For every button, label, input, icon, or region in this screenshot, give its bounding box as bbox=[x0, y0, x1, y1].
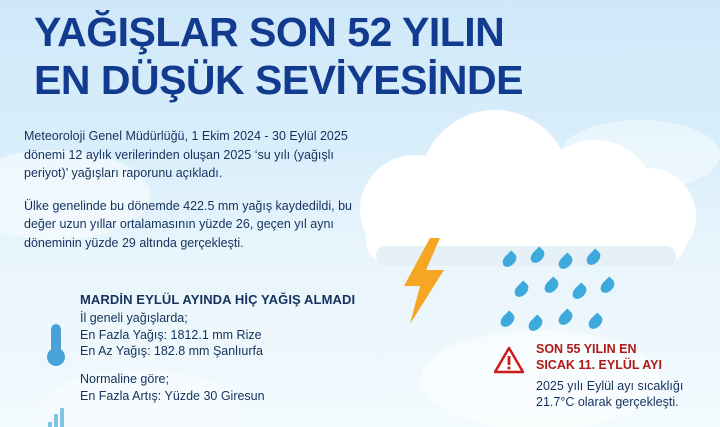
intro-paragraph-2: Ülke genelinde bu dönemde 422.5 mm yağış kaydedildi, bu değer uzun yıllar ortalamasının yüzde 26, geçen yıl aynı döneminin yüzde 29 altında gerçekleşti. bbox=[24, 198, 352, 250]
title-line-1: YAĞIŞLAR SON 52 YILIN bbox=[34, 9, 505, 55]
intro-text bbox=[24, 127, 354, 266]
warning-title-line-2: SICAK 11. EYLÜL AYI bbox=[536, 358, 662, 372]
stats-headline: MARDİN EYLÜL AYINDA HİÇ YAĞIŞ ALMADI bbox=[80, 292, 356, 307]
page-title bbox=[34, 8, 694, 104]
warning-title-line-1: SON 55 YILIN EN bbox=[536, 342, 637, 356]
stats-group1-subtitle: İl geneli yağışlarda; bbox=[80, 311, 188, 325]
warning-panel bbox=[494, 342, 709, 410]
warning-body: 2025 yılı Eylül ayı sıcaklığı 21.7°C olarak gerçekleşti. bbox=[536, 379, 684, 409]
stats-group1-line-2: En Az Yağış: 182.8 mm Şanlıurfa bbox=[80, 344, 263, 358]
title-line-2: EN DÜŞÜK SEVİYESİNDE bbox=[34, 57, 523, 103]
warning-triangle-icon bbox=[494, 346, 524, 374]
bar-chart-icon bbox=[48, 408, 66, 427]
statistics-panel bbox=[46, 292, 446, 405]
stats-group1-line-1: En Fazla Yağış: 1812.1 mm Rize bbox=[80, 328, 262, 342]
intro-paragraph-1: Meteoroloji Genel Müdürlüğü, 1 Ekim 2024 - 30 Eylül 2025 dönemi 12 aylık verilerinden oluşan 2025 ‘su yılı (yağışlı periyot)’ yağışları raporunu açıkladı. bbox=[24, 129, 348, 180]
stats-group2-subtitle: Normaline göre; bbox=[80, 372, 169, 386]
stats-group2-line-1: En Fazla Artış: Yüzde 30 Giresun bbox=[80, 389, 265, 403]
thermometer-icon bbox=[46, 324, 66, 370]
